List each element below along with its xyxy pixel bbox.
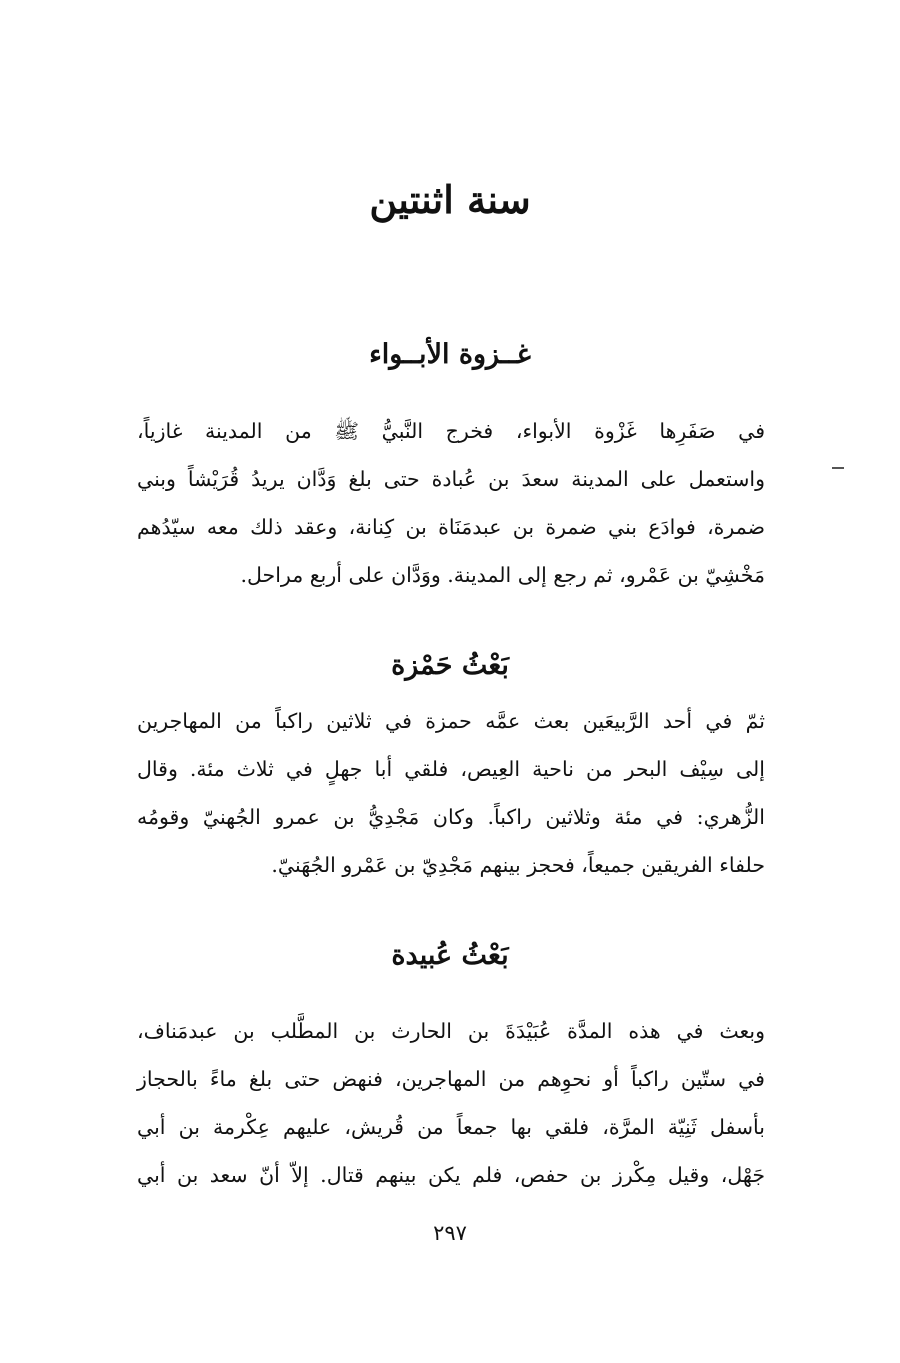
paragraph-line: وبعث في هذه المدَّة عُبَيْدَةَ بن الحارث بن المطَّلب بن عبدمَناف، [137,1019,765,1043]
paragraph-abwa [137,407,765,599]
paragraph-hamza [137,697,765,889]
paragraph-line: إلى سِيْف البحر من ناحية العِيص، فلقي أبا جهلٍ في ثلاث مئة. وقال [137,757,765,781]
margin-mark [832,467,844,469]
paragraph-line: ضمرة، فوادَع بني ضمرة بن عبدمَنَاة بن كِنانة، وعقد ذلك معه سيّدُهم [137,515,765,539]
page-number: ٢٩٧ [433,1221,467,1245]
paragraph-line: مَخْشِيّ بن عَمْرو، ثم رجع إلى المدينة. ووَدَّان على أربع مراحل. [240,563,765,587]
paragraph-line: حلفاء الفريقين جميعاً، فحجز بينهم مَجْدِيّ بن عَمْرو الجُهَنيّ. [271,853,765,877]
paragraph-line: ثمّ في أحد الرَّبيعَين بعث عمَّه حمزة في ثلاثين راكباً من المهاجرين [137,709,765,733]
paragraph-line: في صَفَرِها غَزْوة الأبواء، فخرج النَّبيُّ ﷺ من المدينة غازياً، [137,419,765,443]
paragraph-ubayda [137,1007,765,1199]
paragraph-line: الزُّهري: في مئة وثلاثين راكباً. وكان مَجْدِيُّ بن عمرو الجُهنيّ وقومُه [137,805,765,829]
paragraph-line: في ستّين راكباً أو نحوِهم من المهاجرين، فنهض حتى بلغ ماءً بالحجاز [137,1067,765,1091]
section-heading-abwa: غــزوة الأبــواء [369,339,531,370]
section-heading-ubayda: بَعْثُ عُبيدة [391,940,509,971]
paragraph-line: بأسفل ثَنِيّة المرَّة، فلقي بها جمعاً من قُريش، عليهم عِكْرمة بن أبي [137,1115,766,1139]
chapter-title: سنة اثنتين [369,177,531,222]
section-heading-hamza: بَعْثُ حَمْزة [391,650,509,681]
paragraph-line: جَهْل، وقيل مِكْرز بن حفص، فلم يكن بينهم قتال. إلاّ أنّ سعد بن أبي [137,1163,765,1187]
paragraph-line: واستعمل على المدينة سعدَ بن عُبادة حتى بلغ وَدَّان يريدُ قُرَيْشاً وبني [137,467,765,491]
